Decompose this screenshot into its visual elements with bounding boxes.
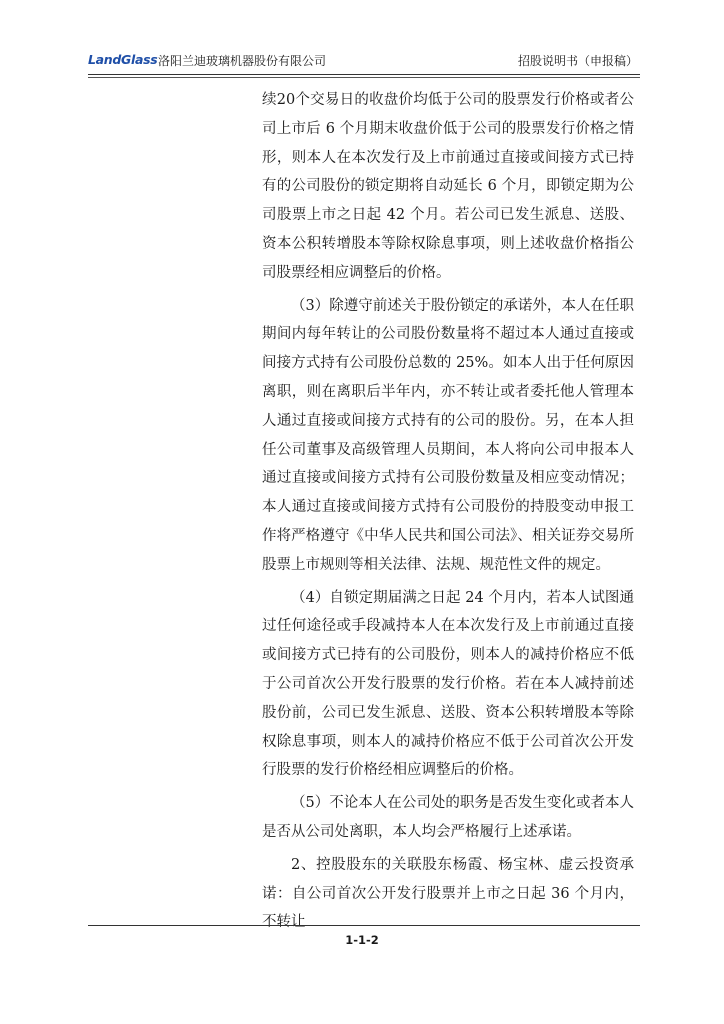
header-rule xyxy=(88,74,640,75)
page-header xyxy=(88,50,640,72)
company-logo: LandGlass xyxy=(88,52,158,67)
document-title: 招股说明书（申报稿） xyxy=(517,54,638,68)
company-name: 洛阳兰迪玻璃机器股份有限公司 xyxy=(158,54,327,68)
paragraph-item-5: （5）不论本人在公司处的职务是否发生变化或者本人是否从公司处离职，本人均会严格履行上述承诺。 xyxy=(262,795,634,840)
page-number: 1-1-2 xyxy=(345,933,379,947)
footer-rule xyxy=(88,925,640,926)
paragraph-section-2: 2、控股股东的关联股东杨霞、杨宝林、虚云投资承诺：自公司首次公开发行股票并上市之日起 36 个月内，不转让 xyxy=(262,856,634,931)
paragraph-item-4: （4）自锁定期届满之日起 24 个月内，若本人试图通过任何途径或手段减持本人在本次发行及上市前通过直接或间接方式已持有的公司股份，则本人的减持价格应不低于公司首次公开发行股票的发行价格。若在本人减持前述股份前，公司已发生派息、送股、资本公积转增股本等除权除息事项，则本人的减持价格应不低于公司首次公开发行股票的发行价格经相应调整后的价格。 xyxy=(262,589,634,779)
body-text xyxy=(262,86,634,937)
paragraph-continuation: 续20个交易日的收盘价均低于公司的股票发行价格或者公司上市后 6 个月期末收盘价低于公司的股票发行价格之情形，则本人在本次发行及上市前通过直接或间接方式已持有的公司股份的锁定期将自动延长 6 个月，即锁定期为公司股票上市之日起 42 个月。若公司已发生派息、送股、资本公积转增股本等除权除息事项，则上述收盘价格指公司股票经相应调整后的价格。 xyxy=(262,92,634,281)
header-rule-thin xyxy=(88,77,640,78)
paragraph-item-3: （3）除遵守前述关于股份锁定的承诺外，本人在任职期间内每年转让的公司股份数量将不超过本人通过直接或间接方式持有公司股份总数的 25%。如本人出于任何原因离职，则在离职后半年内，亦不转让或者委托他人管理本人通过直接或间接方式持有的公司的股份。另，在本人担任公司董事及高级管理人员期间，本人将向公司申报本人通过直接或间接方式持有公司股份数量及相应变动情况；本人通过直接或间接方式持有公司股份的持股变动申报工作将严格遵守《中华人民共和国公司法》、相关证券交易所股票上市规则等相关法律、法规、规范性文件的规定。 xyxy=(262,297,634,573)
